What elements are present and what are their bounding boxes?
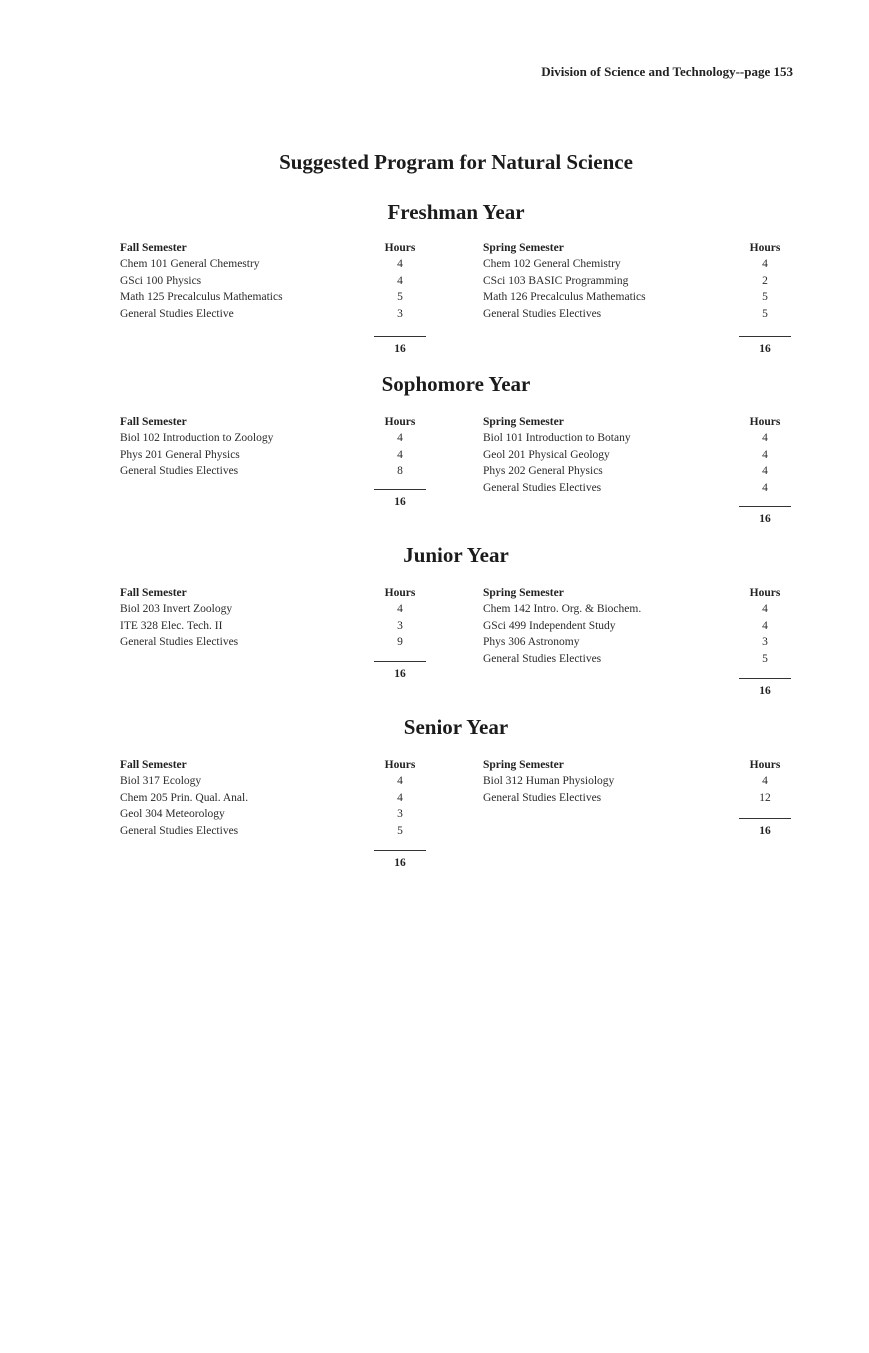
course-name: Math 126 Precalculus Mathematics bbox=[483, 291, 646, 303]
fall-total-hours: 16 bbox=[394, 668, 406, 680]
course-hours: 5 bbox=[397, 824, 403, 837]
sum-rule bbox=[374, 336, 426, 337]
course-name: Chem 102 General Chemistry bbox=[483, 258, 621, 270]
hours-label: Hours bbox=[384, 416, 416, 428]
course-hours: 5 bbox=[397, 291, 403, 303]
fall-semester-label: Fall Semester bbox=[120, 759, 187, 771]
course-name: Geol 304 Meteorology bbox=[120, 808, 225, 820]
course-hours: 4 bbox=[762, 465, 768, 477]
course-name: GSci 499 Independent Study bbox=[483, 619, 616, 632]
course-name: ITE 328 Elec. Tech. II bbox=[120, 619, 223, 632]
year-heading: Senior Year bbox=[403, 715, 509, 739]
course-name: Geol 201 Physical Geology bbox=[483, 448, 610, 461]
spring-hours-column bbox=[735, 240, 795, 322]
spring-total-hours: 16 bbox=[759, 685, 771, 697]
course-hours: 4 bbox=[762, 603, 768, 615]
course-name: General Studies Electives bbox=[483, 307, 602, 320]
spring-total-hours: 16 bbox=[759, 343, 771, 355]
course-name: General Studies Electives bbox=[120, 636, 239, 648]
fall-semester-label: Fall Semester bbox=[120, 587, 187, 599]
spring-semester-column bbox=[483, 240, 713, 322]
course-hours: 4 bbox=[397, 448, 403, 461]
course-name: Chem 101 General Chemestry bbox=[120, 258, 260, 270]
course-hours: 12 bbox=[759, 791, 771, 804]
fall-semester-column bbox=[120, 757, 350, 839]
sum-rule bbox=[374, 489, 426, 490]
spring-hours-column bbox=[735, 585, 795, 667]
course-name: Biol 203 Invert Zoology bbox=[120, 603, 233, 615]
spring-hours-column bbox=[735, 414, 795, 496]
year-heading: Sophomore Year bbox=[381, 372, 531, 396]
course-hours: 3 bbox=[397, 307, 403, 320]
sum-rule bbox=[374, 661, 426, 662]
course-name: Phys 201 General Physics bbox=[120, 448, 240, 461]
course-hours: 5 bbox=[762, 307, 768, 320]
year-heading: Junior Year bbox=[403, 543, 509, 567]
spring-total-hours: 16 bbox=[759, 825, 771, 837]
sum-rule bbox=[739, 506, 791, 507]
spring-semester-column bbox=[483, 585, 713, 667]
fall-hours-column bbox=[370, 414, 430, 480]
course-name: General Studies Electives bbox=[483, 652, 602, 665]
spring-semester-label: Spring Semester bbox=[483, 587, 564, 599]
course-name: Biol 101 Introduction to Botany bbox=[483, 432, 631, 444]
sum-rule bbox=[739, 818, 791, 819]
hours-label: Hours bbox=[384, 242, 416, 254]
fall-hours-column bbox=[370, 757, 430, 839]
spring-hours-column bbox=[735, 757, 795, 806]
course-hours: 4 bbox=[762, 481, 768, 494]
hours-label: Hours bbox=[749, 242, 781, 254]
fall-total-hours: 16 bbox=[394, 343, 406, 355]
course-hours: 4 bbox=[397, 258, 403, 270]
fall-semester-label: Fall Semester bbox=[120, 416, 187, 428]
course-name: General Studies Electives bbox=[120, 465, 239, 477]
hours-label: Hours bbox=[749, 416, 781, 428]
fall-total-hours: 16 bbox=[394, 496, 406, 508]
spring-semester-column bbox=[483, 757, 713, 806]
course-name: Chem 142 Intro. Org. & Biochem. bbox=[483, 603, 642, 615]
course-name: General Studies Electives bbox=[120, 824, 239, 837]
course-name: Biol 312 Human Physiology bbox=[483, 775, 615, 787]
course-name: Phys 202 General Physics bbox=[483, 465, 603, 477]
hours-label: Hours bbox=[384, 587, 416, 599]
year-heading: Freshman Year bbox=[387, 200, 525, 224]
hours-label: Hours bbox=[749, 587, 781, 599]
course-hours: 4 bbox=[397, 274, 403, 287]
course-hours: 3 bbox=[762, 636, 768, 648]
spring-semester-label: Spring Semester bbox=[483, 416, 564, 428]
fall-semester-column bbox=[120, 240, 350, 322]
course-name: Biol 317 Ecology bbox=[120, 775, 202, 787]
course-name: General Studies Elective bbox=[120, 307, 234, 320]
course-name: General Studies Electives bbox=[483, 791, 602, 804]
fall-semester-label: Fall Semester bbox=[120, 242, 187, 254]
sum-rule bbox=[739, 678, 791, 679]
sum-rule bbox=[739, 336, 791, 337]
course-hours: 5 bbox=[762, 652, 768, 665]
course-name: Phys 306 Astronomy bbox=[483, 636, 580, 648]
course-name: GSci 100 Physics bbox=[120, 274, 202, 287]
spring-semester-label: Spring Semester bbox=[483, 242, 564, 254]
course-hours: 3 bbox=[397, 808, 403, 820]
course-hours: 4 bbox=[397, 432, 403, 444]
spring-semester-column bbox=[483, 414, 713, 496]
course-hours: 4 bbox=[762, 775, 768, 787]
course-hours: 4 bbox=[397, 603, 403, 615]
course-hours: 4 bbox=[762, 258, 768, 270]
sum-rule bbox=[374, 850, 426, 851]
course-name: General Studies Electives bbox=[483, 481, 602, 494]
course-hours: 4 bbox=[762, 448, 768, 461]
fall-hours-column bbox=[370, 240, 430, 322]
spring-semester-label: Spring Semester bbox=[483, 759, 564, 771]
course-hours: 9 bbox=[397, 636, 403, 648]
hours-label: Hours bbox=[384, 759, 416, 771]
course-hours: 2 bbox=[762, 274, 768, 287]
spring-total-hours: 16 bbox=[759, 513, 771, 525]
course-name: Chem 205 Prin. Qual. Anal. bbox=[120, 791, 249, 804]
course-name: Math 125 Precalculus Mathematics bbox=[120, 291, 283, 303]
fall-total-hours: 16 bbox=[394, 857, 406, 869]
fall-hours-column bbox=[370, 585, 430, 651]
course-name: Biol 102 Introduction to Zoology bbox=[120, 432, 274, 444]
fall-semester-column bbox=[120, 585, 350, 651]
running-header: Division of Science and Technology--page 153 bbox=[541, 64, 793, 79]
course-hours: 4 bbox=[762, 619, 768, 632]
fall-semester-column bbox=[120, 414, 350, 480]
course-hours: 4 bbox=[397, 791, 403, 804]
page-title: Suggested Program for Natural Science bbox=[279, 150, 633, 174]
course-hours: 5 bbox=[762, 291, 768, 303]
course-hours: 8 bbox=[397, 465, 403, 477]
course-hours: 3 bbox=[397, 619, 403, 632]
hours-label: Hours bbox=[749, 759, 781, 771]
course-name: CSci 103 BASIC Programming bbox=[483, 274, 629, 287]
course-hours: 4 bbox=[762, 432, 768, 444]
course-hours: 4 bbox=[397, 775, 403, 787]
